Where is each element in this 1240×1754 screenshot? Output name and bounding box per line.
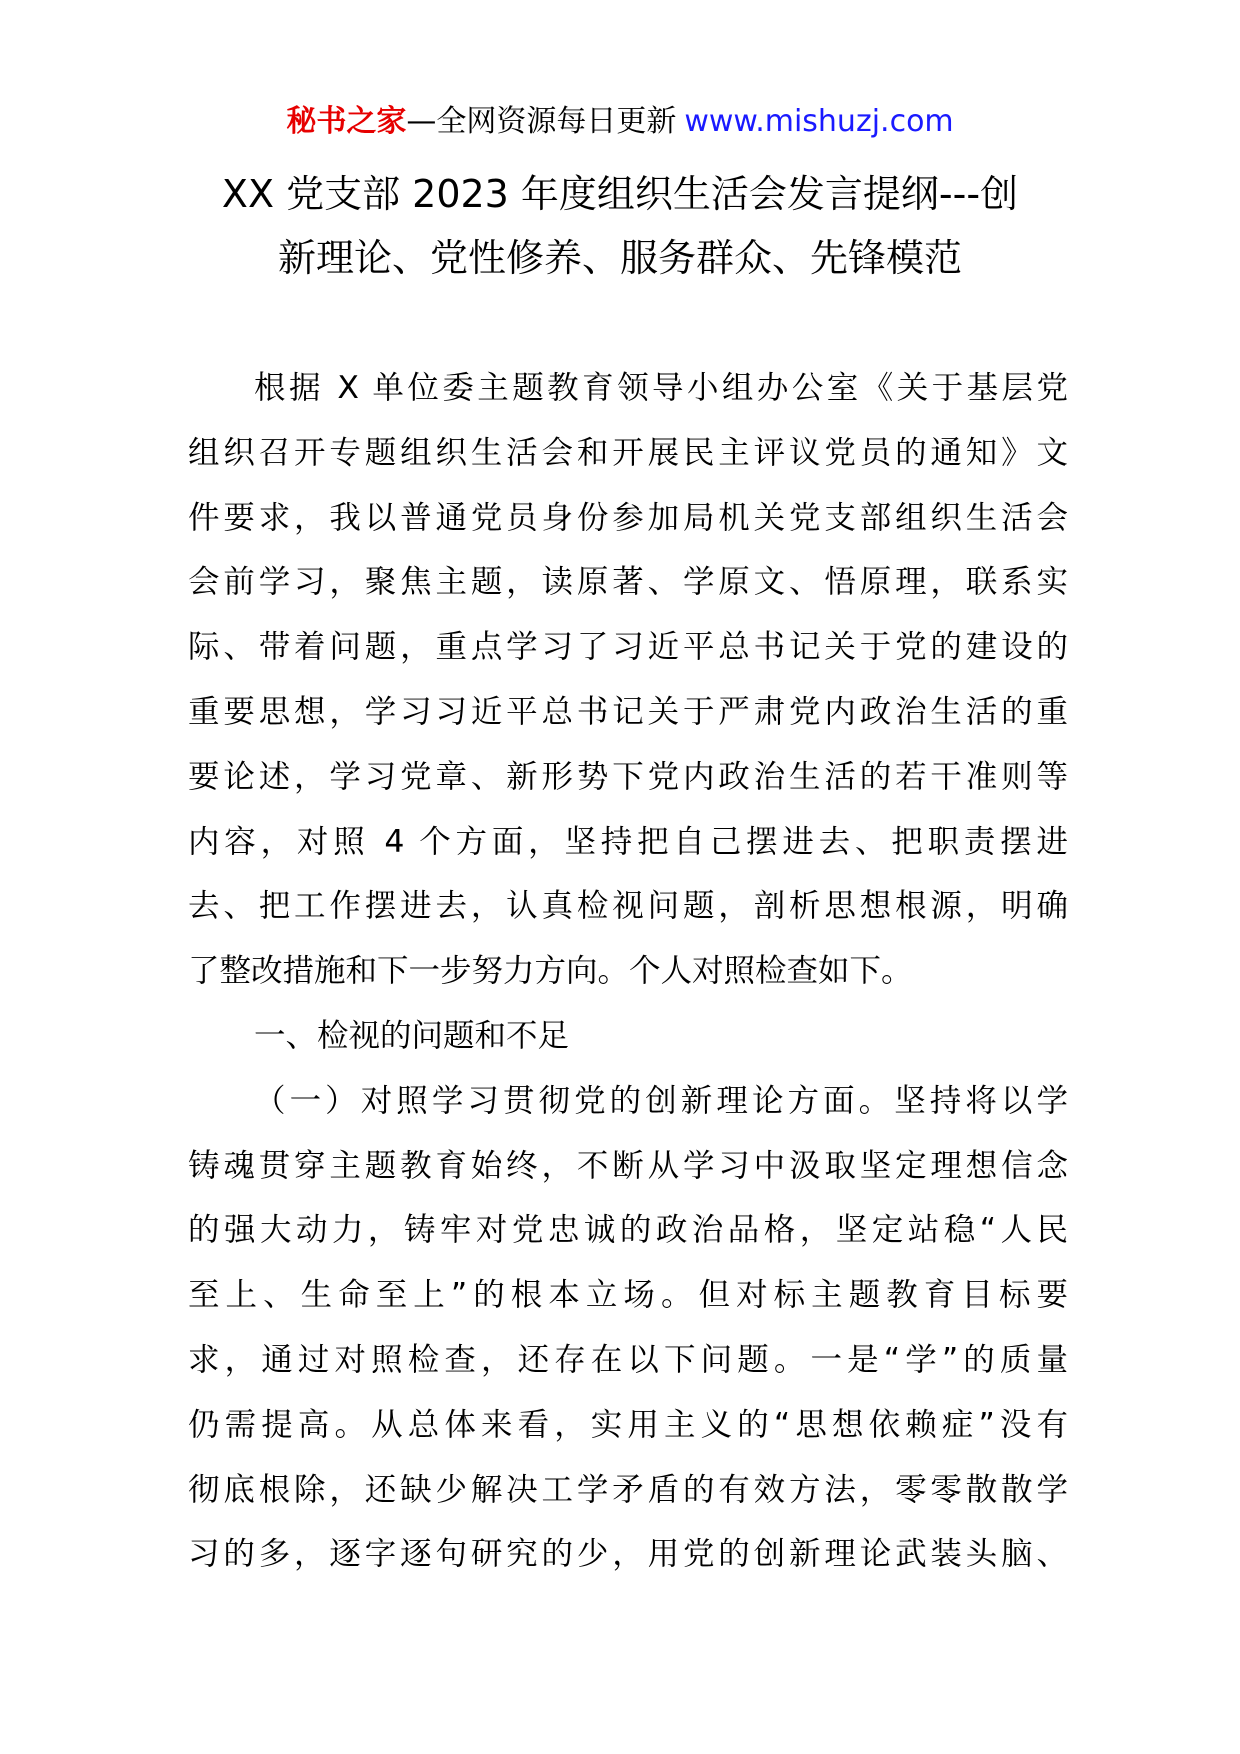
body-line: 重要思想，学习习近平总书记关于严肃党内政治生活的重 [188, 693, 1068, 730]
body-line: 组织召开专题组织生活会和开展民主评议党员的通知》文 [188, 434, 1068, 471]
body-line: 了整改措施和下一步努力方向。个人对照检查如下。 [188, 953, 913, 990]
title-line-2: 新理论、党性修养、服务群众、先锋模范 [277, 236, 962, 280]
banner-url[interactable]: www.mishuzj.com [684, 104, 954, 139]
body-line: 要论述，学习党章、新形势下党内政治生活的若干准则等 [188, 758, 1068, 795]
body-line: 彻底根除，还缺少解决工学矛盾的有效方法，零零散散学 [188, 1471, 1068, 1508]
body-line: （一）对照学习贯彻党的创新理论方面。坚持将以学 [254, 1082, 1068, 1119]
site-banner [0, 102, 1240, 142]
body-line: 至上、生命至上”的根本立场。但对标主题教育目标要 [188, 1277, 1068, 1314]
body-line: 的强大动力，铸牢对党忠诚的政治品格，坚定站稳“人民 [188, 1212, 1068, 1249]
body-line: 铸魂贯穿主题教育始终，不断从学习中汲取坚定理想信念 [188, 1147, 1068, 1184]
body-line: 会前学习，聚焦主题，读原著、学原文、悟原理，联系实 [188, 564, 1068, 601]
document-body [188, 356, 1068, 1587]
banner-tagline: —全网资源每日更新 [406, 104, 677, 139]
title-line-1: XX 党支部 2023 年度组织生活会发言提纲---创 [221, 172, 1019, 216]
body-line: 际、带着问题，重点学习了习近平总书记关于党的建设的 [188, 629, 1068, 666]
document-title [150, 162, 1090, 290]
section-heading: 一、检视的问题和不足 [254, 1017, 570, 1054]
body-line: 求，通过对照检查，还存在以下问题。一是“学”的质量 [188, 1341, 1068, 1378]
body-line: 习的多，逐字逐句研究的少，用党的创新理论武装头脑、 [188, 1536, 1068, 1573]
body-line: 去、把工作摆进去，认真检视问题，剖析思想根源，明确 [188, 888, 1068, 925]
body-line: 根据 X 单位委主题教育领导小组办公室《关于基层党 [254, 370, 1068, 406]
body-line: 内容，对照 4 个方面，坚持把自己摆进去、把职责摆进 [188, 823, 1068, 860]
banner-brand: 秘书之家 [286, 104, 407, 139]
body-line: 仍需提高。从总体来看，实用主义的“思想依赖症”没有 [188, 1406, 1068, 1443]
body-line: 件要求，我以普通党员身份参加局机关党支部组织生活会 [188, 499, 1068, 536]
